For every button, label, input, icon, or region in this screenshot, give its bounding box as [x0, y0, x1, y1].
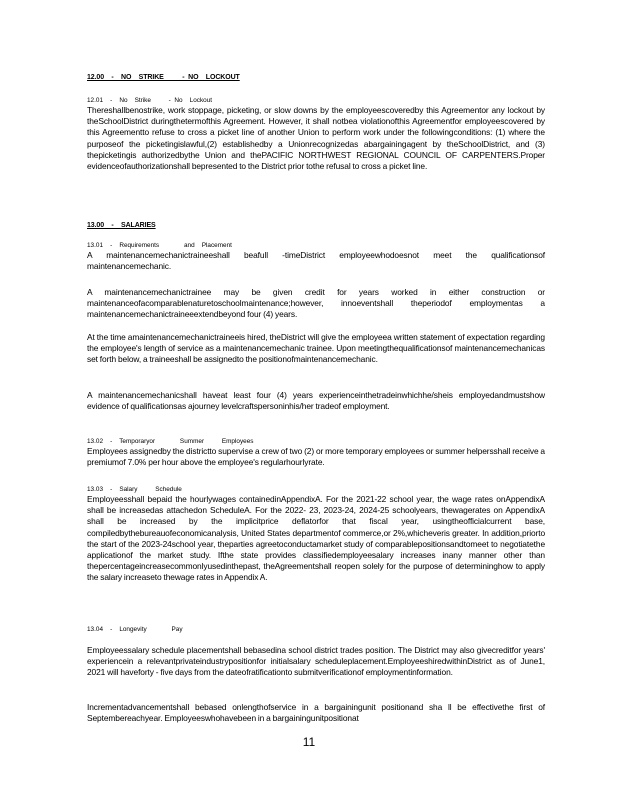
section-heading-12-00: 12.00 - NO STRIKE - NO LOCKOUT	[87, 74, 240, 81]
page-number: 11	[302, 735, 316, 749]
paragraph-mechanic-experience: A maintenancemechanicshall haveat least four (4) years experienceinthetradeinwhichhe/sheis employedandmustshow evidence of qualificationsas ajourney levelcraftspersoninhis/her tradeof employment.	[87, 390, 545, 412]
paragraph-trainee-statement: At the time amaintenancemechanictraineeis hired, theDistrict will give the employeea written statement of expectation regarding the employee's length of service as a maintenancemechanic trainee. Upon meetingthequalificationsof maintenancemechanicas set forth below, a traineeshall be assignedto the positionofmaintenancemechanic.	[87, 332, 545, 365]
subsection-heading-13-04: 13.04 - Longevity Pay	[87, 626, 183, 633]
subsection-heading-13-02: 13.02 - Temporaryor Summer Employees	[87, 438, 254, 445]
subsection-heading-13-01: 13.01 - Requirements and Placement	[87, 242, 232, 249]
subsection-heading-12-01: 12.01 - No Strike - No Lockout	[87, 97, 213, 104]
subsection-heading-13-03: 13.03 - Salary Schedule	[87, 486, 182, 493]
paragraph-no-strike: Thereshallbenostrike, work stoppage, picketing, or slow downs by the employeescoveredby this Agreementor any lockout by theSchoolDistrict duringthetermofthis Agreement. However, it shall notbea violationofthis Agreementfor employeescovered by this Agreementto refuse to cross a picket line of another Union to perform work under the followingconditions: (1) where the purposeof the picketingislawful,(2) establishedby a Unionrecognizedas abargainingagent by theSchoolDistrict, and (3) thepicketingis authorizedbythe Union and thePACIFIC NORTHWEST REGIONAL COUNCIL OF CARPENTERS.Proper evidenceofauthorizationshall bepresented to the District prior tothe refusal to cross a picket line.	[87, 105, 545, 172]
section-heading-13-00: 13.00 - SALARIES	[87, 222, 156, 229]
paragraph-longevity-placement: Employeessalary schedule placementshall bebasedina school district trades position. The District may also givecreditfor years' experiencein a relevantprivateindustrypositionfor initialsalary scheduleplacement.EmployeeshiredwithinDistrict as of June1, 2021 will haveforty - five days from the dateofratificationto submitverificationof employmentinformation.	[87, 645, 545, 678]
paragraph-salary-schedule: Employeesshall bepaid the hourlywages containedinAppendixA. For the 2021-22 school year, the wage rates onAppendixA shall be increasedas attachedon ScheduleA. For the 2022- 23, 2023-24, 2024-25 schoolyears, thewagerates on AppendixA shall be increased by the implicitprice deflatorfor that fiscal year, usingtheofficialcurrent base, compiledbythebureauofeconomicanalysis, United States departmentof commerce,or 2%,whicheveris greater. In addition,priorto the start of the 2023-24school year, theparties agreetoconductamarket study of comparablepositionsandtomeet to negotiatethe applicationof the market study. Ifthe state provides classifiedemployeesalary increases inany manner other than thepercentageincreasecommonlyusedinthepast, theAgreementshall reopen solely for the purpose of determininghow to apply the salary increaseto thewage rates in Appendix A.	[87, 494, 545, 583]
paragraph-trainee-definition: A maintenancemechanictraineeshall beafull -timeDistrict employeewhodoesnot meet the qualificationsof maintenancemechanic.	[87, 250, 545, 272]
paragraph-temporary-employees: Employees assignedby the districtto supervise a crew of two (2) or more temporary employees or summer helpersshall receive a premiumof 7.0% per hour above the employee's regularhourlyrate.	[87, 446, 545, 468]
paragraph-increment-advancement: Incrementadvancementshall bebased onlengthofservice in a bargainingunit positionand sha ll be effectivethe first of Septembereachyear. Employeeswhohavebeen in a bargainingunitpositionat	[87, 702, 545, 724]
paragraph-trainee-credit: A maintenancemechanictrainee may be given credit for years worked in either construction or maintenanceofacomparablenaturetoschoolmaintenance;however, innoeventshall theperiodof employmentas a maintenancemechanictraineeextendbeyond four (4) years.	[87, 287, 545, 320]
